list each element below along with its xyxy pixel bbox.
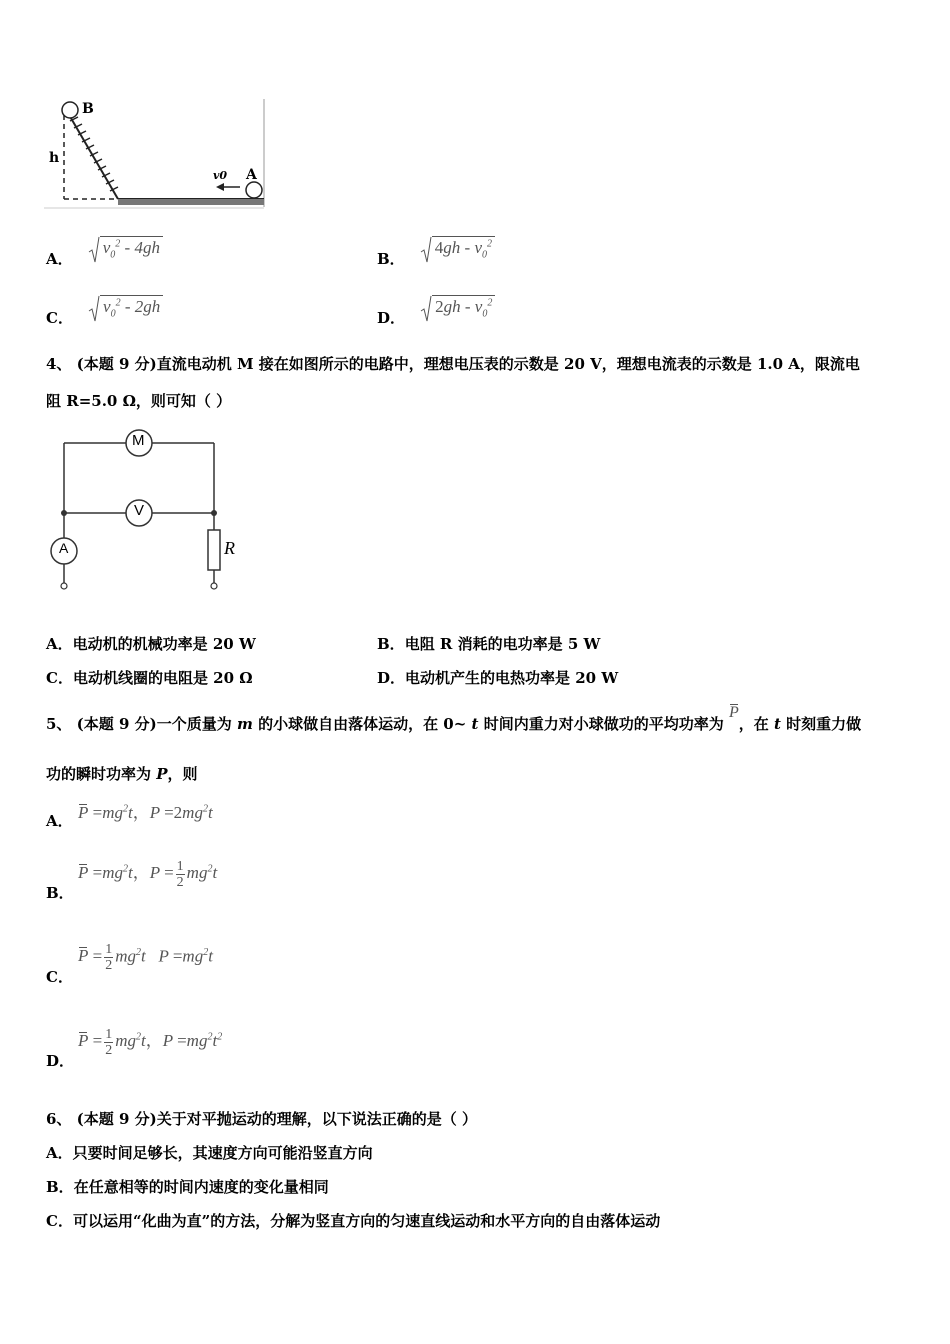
circuit-label-v: V (134, 502, 145, 519)
circuit-diagram (40, 425, 250, 595)
fig-label-v0: v0 (213, 169, 228, 182)
option-label: A． (46, 635, 73, 653)
circuit-label-m: M (132, 432, 145, 449)
option-label: D． (377, 309, 406, 327)
pbar-symbol: P (728, 704, 739, 721)
option-label: D． (46, 1052, 75, 1070)
q6-option-c[interactable] (46, 1211, 660, 1231)
q3-option-d-formula: $2gh - v_0^2$ (420, 295, 495, 323)
circuit-label-r: R (224, 538, 235, 558)
q6-stem: 6、 (本题 9 分)关于对平抛运动的理解，以下说法正确的是（ ） (46, 1110, 477, 1128)
incline-surface (68, 113, 118, 199)
q6-option-b[interactable] (46, 1177, 329, 1197)
q5-option-b-formula: $P =mg^2t$，P = $\frac{1}{2}$ $mg^2t$ (78, 858, 218, 890)
q3-option-b[interactable] (377, 236, 495, 269)
option-label: C． (46, 309, 73, 327)
q3-option-b-formula: $4gh - v_0^2$ (420, 236, 495, 264)
q4-stem-line2: 阻 R=5.0 Ω，则可知（ ） (46, 392, 232, 410)
fig-label-b: B (82, 101, 94, 117)
option-text: 电动机的机械功率是 20 W (72, 635, 256, 653)
option-label: C． (46, 669, 73, 687)
option-text: 可以运用“化曲为直”的方法，分解为竖直方向的匀速直线运动和水平方向的自由落体运动 (72, 1212, 661, 1230)
q5-option-d-formula: P = $\frac{1}{2}$ $mg^2t$，$P =mg^2t^2$ (78, 1026, 223, 1058)
q5-option-a-formula: $P =mg^2t$，$P =2mg^2t$ (78, 803, 213, 822)
q4-option-c[interactable] (46, 668, 253, 688)
option-label: B． (377, 635, 405, 653)
option-text: 只要时间足够长，其速度方向可能沿竖直方向 (72, 1144, 373, 1162)
q3-option-a[interactable] (46, 236, 163, 269)
q4-option-d[interactable] (377, 668, 618, 688)
q5-stem-line2: 功的瞬时功率为 P，则 (46, 765, 198, 783)
option-text: 电阻 R 消耗的电功率是 5 W (404, 635, 601, 653)
fig-label-h: h (49, 150, 60, 166)
option-text: 电动机产生的电热功率是 20 W (405, 669, 619, 687)
resistor-symbol (208, 530, 220, 570)
option-label: C． (46, 1212, 73, 1230)
option-label: B． (377, 250, 405, 268)
q3-option-a-formula: $v_0^2 - 4gh$ (88, 236, 163, 264)
q3-option-c[interactable] (46, 295, 163, 328)
fig-label-a: A (246, 167, 257, 183)
option-label: B． (46, 1178, 74, 1196)
circuit-label-a: A (59, 540, 69, 556)
option-label: A． (46, 812, 73, 830)
option-label: C． (46, 968, 73, 986)
option-text: 在任意相等的时间内速度的变化量相同 (73, 1178, 329, 1196)
incline-figure (40, 95, 270, 215)
q5-stem-line1: 5、 (本题 9 分)一个质量为 m 的小球做自由落体运动，在 0~ t 时间内重力对小球做功的平均功率为 P，在 t 时刻重力做 (46, 704, 862, 733)
option-label: A． (46, 250, 73, 268)
q3-option-c-formula: $v_0^2 - 2gh$ (88, 295, 163, 323)
q4-stem-line1: 4、 (本题 9 分)直流电动机 M 接在如图所示的电路中，理想电压表的示数是 20 V，理想电流表的示数是 1.0 A，限流电 (46, 355, 860, 373)
q3-option-d[interactable] (377, 295, 495, 328)
option-label: A． (46, 1144, 73, 1162)
option-label: D． (377, 669, 406, 687)
ball-b (62, 102, 78, 118)
q4-option-b[interactable] (377, 634, 600, 654)
q6-option-a[interactable] (46, 1143, 373, 1163)
q5-option-c-formula: P = $\frac{1}{2}$ $mg^2t$ $P =mg^2t$ (78, 942, 213, 973)
q4-option-a[interactable] (46, 634, 256, 654)
option-text: 电动机线圈的电阻是 20 Ω (72, 669, 253, 687)
option-label: B． (46, 884, 74, 902)
